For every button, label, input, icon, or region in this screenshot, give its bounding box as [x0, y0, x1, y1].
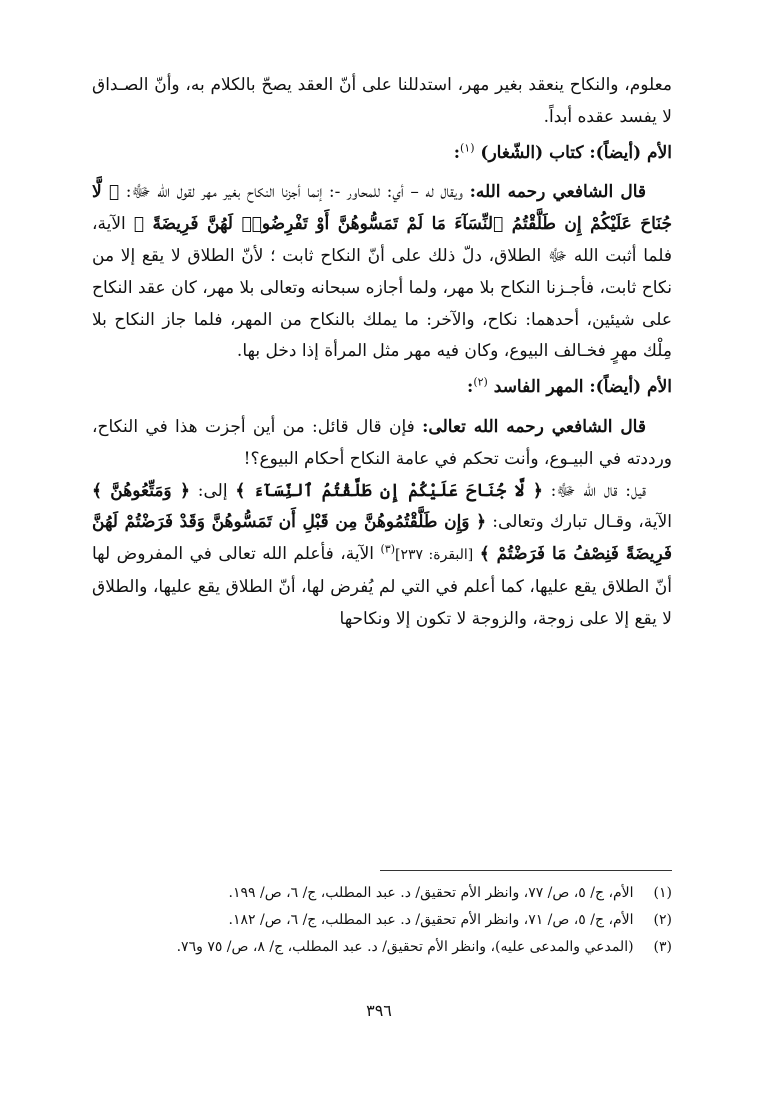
footnote-ref-3[interactable]: (٣)	[380, 542, 396, 556]
footnote-2: (٢) الأم، ج/ ٥، ص/ ٧١، وانظر الأم تحقيق/ د. عبد المطلب، ج/ ٦، ص/ ١٨٢.	[228, 912, 672, 928]
quran-quote: ﴿ لَّا جُنَاحَ عَلَيْكُمْ إِن طَلَّقْتُمُ ٱلنِّسَآءَ مَا لَمْ تَمَسُّوهُنَّ أَوْ تَفْرِضُوا۟ لَهُنَّ فَرِيضَةً ﴾	[92, 182, 673, 235]
speaker-label: قال الشافعي رحمه الله تعالى:	[422, 416, 646, 437]
quran-quote: ﴿ وَمَتِّعُوهُنَّ ﴾	[92, 480, 190, 501]
footnote-3: (٣) (المدعي والمدعى عليه)، وانظر الأم تحقيق/ د. عبد المطلب، ج/ ٨، ص/ ٧٥ و٧٦.	[176, 939, 672, 955]
paragraph-reply: قيل: قال الله ﷻ: ﴿ لَّا جُنَاحَ عَلَيْكُمْ إِن طَلَّقْتُمُ ٱلنِّسَآءَ ﴾ إلى: ﴿ وَمَتِّعُوهُنَّ ﴾ الآية، وقـال تبارك وتعالى: ﴿ وَإِن طَلَّقْتُمُوهُنَّ مِن قَبْلِ أَن تَمَسُّوهُنَّ وَقَدْ فَرَضْتُمْ لَهُنَّ فَرِيضَةً فَنِصْفُ مَا فَرَضْتُمْ ﴾ [البقرة: ٢٣٧]$^{(٣)}$ الآية، فأعلم الله تعالى في المفروض لها أنّ الطلاق يقع عليها، كما أعلم في التي لم يُفرض لها، أنّ الطلاق يقع عليها، والطلاق لا يقع إلا على زوجة، والزوجة لا تكون إلا ونكاحها	[92, 480, 672, 629]
paragraph-shafii-2: قال الشافعي رحمه الله تعالى: فإن قال قائل: من أين أجزت هذا في النكاح، ورددته في البيـوع، وأنت تحكم في عامة النكاح أحكام البيوع؟!	[92, 416, 672, 469]
quran-quote: ﴿ وَإِن طَلَّقْتُمُوهُنَّ مِن قَبْلِ أَن تَمَسُّوهُنَّ وَقَدْ فَرَضْتُمْ لَهُنَّ فَرِيضَةً فَنِصْفُ مَا فَرَضْتُمْ ﴾	[92, 512, 672, 565]
page-number: ٣٩٦	[366, 1001, 392, 1020]
heading-label: الأم (أيضاً): المهر الفاسد	[493, 377, 672, 398]
footnote-ref-1[interactable]: (١)	[459, 140, 475, 154]
footnote-ref-2[interactable]: (٢)	[473, 375, 488, 389]
paragraph-shafii-1: قال الشافعي رحمه الله: ويقال له – أي: للمحاور -: إنما أجزنا النكاح بغير مهر لقول الله ﷻ: ﴿ لَّا جُنَاحَ عَلَيْكُمْ إِن طَلَّقْتُمُ ٱلنِّسَآءَ مَا لَمْ تَمَسُّوهُنَّ أَوْ تَفْرِضُوا۟ لَهُنَّ فَرِيضَةً ﴾ الآية، فلما أثبت الله ﷻ الطلاق، دلّ ذلك على أنّ النكاح ثابت ؛ لأنّ الطلاق لا يقع إلا من نكاح ثابت، فأجـزنا النكاح بلا مهر، ولما أجازه سبحانه وتعالى بلا مهر، كان عقد النكاح على شيئين، أحدهما: نكاح، والآخر: ما يملك بالنكاح من المهر، فلما جاز النكاح بلا مِلْك مهرٍ فخـالف البيوع، وكان فيه مهر مثل المرأة إذا دخل بها.	[92, 182, 673, 362]
footnotes	[92, 880, 672, 961]
quran-quote: ﴿ لَّا جُنَاحَ عَلَيْكُمْ إِن طَلَّقْتُمُ ٱلنِّسَآءَ ﴾	[235, 480, 543, 501]
surah-reference: [البقرة: ٢٣٧]	[395, 547, 474, 564]
speaker-label: قال الشافعي رحمه الله:	[469, 182, 647, 203]
section-heading-mahr-fasid: الأم (أيضاً): المهر الفاسد $^{(٢)}$:	[467, 375, 672, 398]
footnote-divider	[380, 870, 672, 871]
page-body	[92, 70, 672, 636]
footnote-1: (١) الأم، ج/ ٥، ص/ ٧٧، وانظر الأم تحقيق/ د. عبد المطلب، ج/ ٦، ص/ ١٩٩.	[228, 885, 672, 901]
heading-label: الأم (أيضاً): كتاب (الشّغار)	[480, 142, 672, 163]
paragraph-continuation: معلوم، والنكاح ينعقد بغير مهر، استدللنا على أنّ العقد يصحّ بالكلام به، وأنّ الصـداق لا يفسد عقده أبداً.	[92, 75, 672, 127]
section-heading-shighar: الأم (أيضاً): كتاب (الشّغار) $^{(١)}$:	[453, 140, 672, 163]
